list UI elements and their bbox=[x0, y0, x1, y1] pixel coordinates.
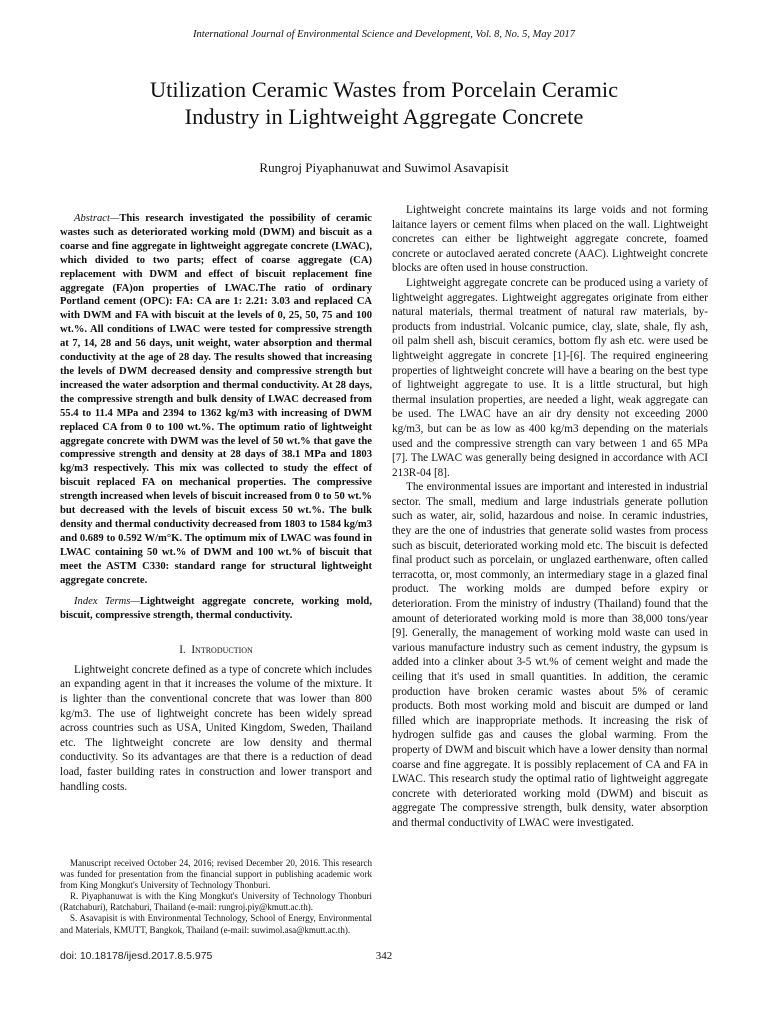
section-heading-introduction bbox=[60, 643, 372, 658]
footnote-author-2: S. Asavapisit is with Environmental Technology, School of Energy, Environmental and Materials, KMUTT, Bangkok, Thailand (e-mail: suwimol.asa@kmutt.ac.th). bbox=[60, 913, 372, 935]
abstract-lead: Abstract— bbox=[74, 213, 120, 224]
index-terms-body: Lightweight aggregate concrete, working mold, biscuit, compressive strength, thermal conductivity. bbox=[60, 596, 372, 622]
right-paragraph-3: The environmental issues are important and interested in industrial sector. The small, medium and large industrials generate pollution such as water, air, solid, hazardous and noise. In ceramic industries, they are the one of industries that generate solid wastes from process such as biscuit, deteriorated working mold etc. The biscuit is defected final product such as porcelain, or unglazed earthenware, often called terracotta, or, most commonly, an intermediary stage in a glazed final product. The working molds are dumped before expiry or deterioration. From the ministry of industry (Thailand) found that the amount of deteriorated working mold is more than 38,000 tons/year [9]. Generally, the management of working mold waste can used in various manufacture industry such as cement industry, the gypsum is added into a clinker about 3-5 wt.% of cement weight and made the ceiling that it's used in small quantities. In addition, the ceramic production have broken ceramic wastes about 5% of ceramic products. Both most working mold and biscuit are dumped or land filled which are inappropriate methods. It increasing the risk of hydrogen sulfide gas and causes the global warming. From the property of DWM and biscuit which have a lower density than normal coarse and fine aggregate. It is possibly replacement of CA and FA in LWAC. This research study the optimal ratio of lightweight aggregate concrete with deteriorated working mold (DWM) and biscuit as aggregate The compressive strength, bulk density, water absorption and thermal conductivity of LWAC were investigated. bbox=[392, 481, 708, 829]
intro-paragraph-1: Lightweight concrete defined as a type of concrete which includes an expanding agent in that it increases the volume of the mixture. It is lighter than the conventional concrete that was lower than 800 kg/m3. The use of lightweight concrete has been widely spread across countries such as USA, United Kingdom, Sweden, Thailand etc. The lightweight concrete are low density and thermal conductivity. So its advantages are that there is a reduction of dead load, faster building rates in construction and lower transport and handling costs. bbox=[60, 663, 372, 793]
right-paragraph-1: Lightweight concrete maintains its large voids and not forming laitance layers or cement films when placed on the wall. Lightweight concretes can either be lightweight aggregate concrete, foamed concrete or autoclaved aerated concrete (AAC). Lightweight concrete blocks are often used in house construction. bbox=[392, 204, 708, 275]
left-column bbox=[60, 212, 372, 794]
authors: Rungroj Piyaphanuwat and Suwimol Asavapisit bbox=[259, 160, 509, 175]
title-line-2: Industry in Lightweight Aggregate Concrete bbox=[184, 104, 584, 129]
doi-link[interactable]: doi: 10.18178/ijesd.2017.8.5.975 bbox=[60, 950, 213, 962]
abstract bbox=[60, 212, 372, 587]
right-paragraph-2: Lightweight aggregate concrete can be produced using a variety of lightweight aggregates. Lightweight aggregates originate from either natural materials, thermal treatment of natural raw materials, by-products from industrial. Volcanic pumice, clay, slate, shale, fly ash, oil palm shell ash, biscuit ceramics, bottom fly ash etc. were used be lightweight aggregate in concrete [1]-[6]. The required engineering properties of lightweight concrete will have a bearing on the best type of lightweight aggregate to use. It is a little structural, but high thermal insulation properties, are needed a light, weak aggregate can be used. The LWAC have an air dry density not exceeding 2000 kg/m3, but can be as low as 400 kg/m3 depending on the materials used and the compressive strength can vary between 1 and 65 MPa [7]. The LWAC was generally being designed in accordance with ACI 213R-04 [8]. bbox=[392, 276, 708, 479]
title-line-1: Utilization Ceramic Wastes from Porcelain Ceramic bbox=[149, 77, 619, 102]
abstract-body: This research investigated the possibility of ceramic wastes such as deteriorated working mold (DWM) and biscuit as a coarse and fine aggregate in lightweight aggregate concrete (LWAC), which divided to two parts; effect of coarse aggregate (CA) replacement with DWM and effect of biscuit replacement fine aggregate (FA)on properties of LWAC.The ratio of ordinary Portland cement (OPC): FA: CA are 1: 2.21: 3.03 and replaced CA with DWM and FA with biscuit at the levels of 0, 25, 50, 75 and 100 wt.%. All conditions of LWAC were tested for compressive strength at 7, 14, 28 and 56 days, unit weight, water absorption and thermal conductivity at the age of 28 day. The results showed that increasing the levels of DWM decreased density and compressive strength but increased the water adsorption and thermal conductivity. At 28 days, the compressive strength and bulk density of LWAC decreased from 55.4 to 11.4 MPa and 2394 to 1362 kg/m3 with increasing of DWM replaced CA from 0 to 100 wt.%. The optimum ratio of lightweight aggregate concrete with DWM was the level of 50 wt.% that gave the compressive strength and density at 28 days of 38.1 MPa and 1803 kg/m3 respectively. This mix was collected to study the effect of biscuit replaced FA on mechanical properties. The compressive strength increased when levels of biscuit increased from 0 to 50 wt.% but decreased with the levels of biscuit excess 50 wt.%. The bulk density and thermal conductivity decreased from 1803 to 1584 kg/m3 and 0.689 to 0.592 W/m°K. The optimum mix of LWAC was found in LWAC containing 50 wt.% of DWM and 100 wt.% of biscuit that meet the ASTM C330: standard range for structural lightweight aggregate concrete. bbox=[60, 213, 372, 586]
paper-title bbox=[60, 76, 708, 130]
index-terms bbox=[60, 595, 372, 623]
index-terms-lead: Index Terms— bbox=[74, 596, 140, 608]
footnotes bbox=[60, 858, 372, 936]
journal-header: International Journal of Environmental Science and Development, Vol. 8, No. 5, May 2017 bbox=[193, 29, 575, 40]
footnote-manuscript: Manuscript received October 24, 2016; revised December 20, 2016. This research was funded for presentation from the financial support in publishing academic work from King Mongkut's University of Technology Thonburi. bbox=[60, 858, 372, 891]
right-column bbox=[392, 203, 708, 831]
section-numeral: I. bbox=[179, 644, 186, 657]
page-number: 342 bbox=[375, 950, 393, 962]
section-title: Introduction bbox=[191, 644, 253, 657]
footnote-author-1: R. Piyaphanuwat is with the King Mongkut's University of Technology Thonburi (Ratchaburi), Ratchaburi, Thailand (e-mail: rungroj.piy@kmutt.ac.th). bbox=[60, 891, 372, 913]
